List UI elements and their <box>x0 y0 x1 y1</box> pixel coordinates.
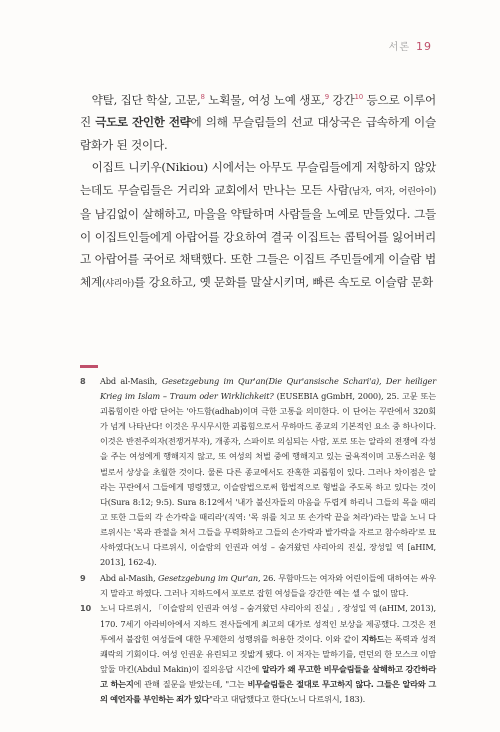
page-number: 19 <box>416 40 432 53</box>
book-title: Gesetzgebung im Qur'an <box>158 572 259 583</box>
note-text: "라고 대답했다고 한다(노니 다르위시, 183). <box>209 693 366 704</box>
footnote-ref-8[interactable]: 8 <box>200 93 205 101</box>
note-text: , 장성일 역 (aHIM, 2013), 170. 7세기 아라비아에서 지하드 전사들에게 최고의 대가로 성적인 보상을 제공했다. 그것은 전투에서 불잡힌 여성들에 대한 무제한의 성행위를 허용한 것이다. 이와 같이 <box>100 603 436 644</box>
note-text: 에 관해 질문을 받았는데, "그는 <box>133 678 248 689</box>
footnote-9 <box>80 571 436 601</box>
footnote-10 <box>80 601 436 707</box>
text-run: 약탈, 집단 학살, 고문, <box>91 92 201 107</box>
footnote-number: 8 <box>80 376 86 386</box>
running-header <box>389 38 432 53</box>
note-text: Abd al-Masih, <box>100 376 162 386</box>
text-run: 에 의해 무슬림들의 선교 대상국은 급속하게 이슬람화가 된 것이다. <box>80 115 437 152</box>
emphasis-text: 지하드 <box>361 633 385 644</box>
footnote-8 <box>80 374 436 570</box>
note-text: 노니 다르위시, <box>100 603 155 614</box>
note-text: , 26. 무함마드는 여자와 어린이들에 대하여는 싸우지 말라고 하였다. 그러나 지하드에서 포로로 잡힌 여성들을 강간한 예는 셀 수 없이 많다. <box>100 572 436 598</box>
emphasis-text: 알라가 왜 무고한 비무슬림들을 살해하고 강간하라고 하는지 <box>100 663 436 689</box>
body-text <box>80 86 436 295</box>
paragraph-2 <box>80 156 436 295</box>
footnotes <box>80 374 436 708</box>
footnote-number: 9 <box>80 572 86 583</box>
note-text: (EUSEBIA gGmbH, 2000), 25. 고문 또는 괴롭힘이란 아랍 단어는 '아드함(adhab)이며 극한 고통을 의미한다. 이 단어는 꾸란에서 320회가 넘게 나타난다! 이것은 무시무시한 괴롭힘으로서 무하마드 종교의 기본적인 요소 중 하나이다. 이것은 반전주의자(전쟁거부자), 개종자, 스파이로 의심되는 사람, 포로 또는 알라의 전쟁에 각성을 주는 여성에게 행해지지 않고, 또 여성의 처벌 중에 행해지고 있는 굴욕적이며 고통스러운 형벌로서 상상을 초월한 것이다. 물론 다른 종교에서도 잔혹한 괴롭힘이 있다. 그러나 차이점은 알라는 꾸란에서 그들에게 명령했고, 이슬람법으로써 합법적으로 형벌을 주도록 하고 있다는 것이다(Sura 8:12; 9:5). Sura 8:12에서 '내가 불신자들의 마음을 두렵게 하리니 그들의 목을 때리고 또한 그들의 각 손가락을 때리라'(직역: '목 위를 치고 또 손가락 끝을 쳐라')라는 말을 노니 다르위시는 '목과 관절을 쳐서 그들을 무력화하고 그들의 손가락과 발가락을 자르고 참수하라'로 묘사하였다(노니 다르위시, <box>100 391 436 553</box>
note-text: Abd al-Masih, <box>100 572 158 583</box>
book-title: Gesetzgebung im Qur'an(Die Qur'ansische Schari'a), Der heiliger Krieg im Islam – Traum oder Wirklichkeit? <box>100 376 436 402</box>
text-run: 을 남김없이 살해하고, 마을을 약탈하며 사람들을 노예로 만들었다. 그들이 이집트인들에게 아랍어를 강요하여 결국 이집트는 콥틱어를 잃어버리고 아랍어를 국어로 채택했다. 또한 그들은 이집트 주민들에게 이슬람 법체계 <box>80 207 436 289</box>
footnote-divider <box>80 365 98 368</box>
emphasis-text: 비무슬림들은 절대로 무고하지 않다. 그들은 알라와 그의 예언자를 부인하는 죄가 있다 <box>100 678 436 704</box>
book-title: 이슬람의 인권과 여성 – 숨겨왔던 샤리아의 진실 <box>190 542 364 553</box>
footnote-ref-9[interactable]: 9 <box>324 93 329 101</box>
note-text: , 장성일 역 [aHIM, 2013], 162-4). <box>100 542 436 568</box>
small-text: (남자, 여자, 어린아이) <box>348 186 436 197</box>
note-text: 는 폭력과 성적 쾌락의 기회이다. 여성 인권운 유린되고 짓밟게 됐다. 이 저자는 말하기를, 런던의 한 모스크 이맘 앞둘 마킨(Abdul Makin)이 질의응답 시간에 <box>100 633 436 674</box>
paragraph-1 <box>80 86 436 156</box>
text-run: 이집트 니키우(Nikiou) 시에서는 아무도 무슬림들에게 저항하지 않았는데도 무슬림들은 거리와 교회에서 만나는 모든 사람 <box>80 160 436 197</box>
text-run: 강간 <box>329 92 355 107</box>
section-title: 서론 <box>388 42 410 53</box>
book-title: 「이슬람의 인권과 여성 – 숨겨왔던 샤리아의 진실」 <box>154 603 338 614</box>
footnote-ref-10[interactable]: 10 <box>354 93 364 101</box>
text-run: 를 강요하고, 옛 문화를 말살시키며, 빠른 속도로 이슬람 문화 <box>134 274 433 289</box>
text-run: 노획물, 여성 노예 생포, <box>204 92 325 107</box>
text-run: 등으로 이루어진 <box>80 92 436 130</box>
emphasis-text: 극도로 잔인한 전략 <box>95 115 191 130</box>
footnote-number: 10 <box>80 603 92 614</box>
small-text: (샤리아) <box>102 278 135 289</box>
